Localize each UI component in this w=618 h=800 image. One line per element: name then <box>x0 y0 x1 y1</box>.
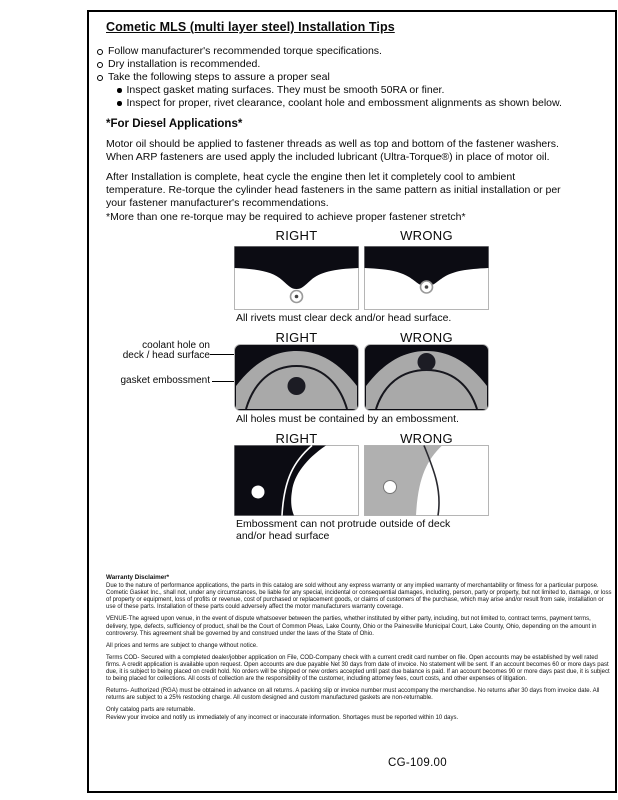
right-column-header: RIGHT <box>275 330 318 345</box>
tip-text: Inspect for proper, rivet clearance, coolant hole and embossment alignments as shown below. <box>126 97 562 109</box>
warranty-heading: Warranty Disclaimer* <box>106 574 170 581</box>
right-column-header: RIGHT <box>275 228 318 243</box>
warranty-paragraph: Review your invoice and notify us immediately of any incorrect or inaccurate information. Shortages must be reported within 10 days. <box>106 714 459 721</box>
tip-text: Dry installation is recommended. <box>108 58 261 70</box>
hollow-bullet-icon <box>97 62 103 68</box>
tip-item <box>97 58 577 71</box>
warranty-paragraph: All prices and terms are subject to change without notice. <box>106 642 258 649</box>
right-column-header: RIGHT <box>275 431 318 446</box>
coolant-hole-right-diagram <box>234 344 359 411</box>
tip-text: Inspect gasket mating surfaces. They must be smooth 50RA or finer. <box>126 84 445 96</box>
diesel-paragraph-2: After Installation is complete, heat cycle the engine then let it completely cool to ambient temperature. Re-torque the cylinder head fasteners in the same pattern as initial installation or per your fastener manufacturer's recommendations. <box>106 171 561 210</box>
retorque-note: *More than one re-torque may be required to achieve proper fastener stretch* <box>106 211 466 223</box>
hollow-bullet-icon <box>97 75 103 81</box>
filled-bullet-icon <box>117 101 122 106</box>
installation-tips-list <box>97 45 577 110</box>
rivet-clearance-wrong-diagram <box>364 246 489 310</box>
coolant-hole-label: coolant hole on deck / head surface <box>122 340 210 361</box>
wrong-column-header: WRONG <box>400 228 453 243</box>
warranty-paragraph: Returns- Authorized (RGA) must be obtained in advance on all returns. A packing slip or invoice number must accompany the merchandise. No returns after 30 days from invoice date. All returns are subject to a 25% restocking charge. All custom designed and custom manufactured gaskets are non-returnable. <box>106 688 600 702</box>
tip-text: Take the following steps to assure a proper seal <box>108 71 330 83</box>
diesel-paragraph-1: Motor oil should be applied to fastener threads as well as top and bottom of the fastener washers. When ARP fasteners are used apply the included lubricant (Ultra-Torque®) in place of motor oil. <box>106 138 559 164</box>
coolant-hole-wrong-diagram <box>364 344 489 411</box>
coolant-caption: All holes must be contained by an embossment. <box>236 413 459 425</box>
rivet-caption: All rivets must clear deck and/or head surface. <box>236 312 452 324</box>
hollow-bullet-icon <box>97 49 103 55</box>
wrong-column-header: WRONG <box>400 330 453 345</box>
gasket-embossment-label: gasket embossment <box>120 375 210 386</box>
wrong-column-header: WRONG <box>400 431 453 446</box>
tip-item <box>97 45 577 58</box>
warranty-paragraph: Only catalog parts are returnable. <box>106 707 196 714</box>
warranty-paragraph: Terms COD- Secured with a completed dealer/jobber application on File, COD-Company check with a current credit card number on file. Open accounts may be established by well rated firms. A credit application is available upon request. Open accounts are due payable Net 30 days from date of invoice. No statement will be sent. If an account becomes 60 or more days past due, it is subject to being placed on credit hold. No orders will be shipped or new orders accepted until past due balance is paid. If an account becomes 90 or more days past due, it is subject to being placed for collections. All costs of collection are the responsibility of the customer, including attorney fees, court costs, and other expenses of litigation. <box>106 654 610 683</box>
tip-text: Follow manufacturer's recommended torque specifications. <box>108 45 382 57</box>
warranty-disclaimer-section <box>106 574 612 727</box>
page-title: Cometic MLS (multi layer steel) Installation Tips <box>106 20 395 34</box>
embossment-wrong-diagram <box>364 445 489 516</box>
tip-item <box>97 71 577 84</box>
filled-bullet-icon <box>117 88 122 93</box>
warranty-paragraph: VENUE-The agreed upon venue, in the event of dispute whatsoever between the parties, whether instituted by either party, including, but not limited to, contract terms, payment terms, delivery, type, defects, sufficiency of product, shall be the Court of Common Pleas, Lake County, Ohio or the Painesville Municipal Court, Lake County, Ohio, depending on the amount in controversy. This agreement shall be governed by and construed under the laws of the State of Ohio. <box>106 616 597 637</box>
diesel-applications-heading: *For Diesel Applications* <box>106 118 243 130</box>
catalog-page-code: CG-109.00 <box>388 757 447 769</box>
rivet-clearance-right-diagram <box>234 246 359 310</box>
tip-subitem <box>97 97 577 110</box>
embossment-right-diagram <box>234 445 359 516</box>
warranty-paragraph: Due to the nature of performance applications, the parts in this catalog are sold without any express warranty or any implied warranty of merchantability or fitness for a particular purpose. Cometic Gasket Inc., shall not, under any circumstances, be liable for any special, incidental or consequential damages, including, person, party or property, but not limited to, damage, or loss of property or equipment, loss of profits or revenue, cost of purchased or replacement goods, or claims of customers of the purchase, which may arise and/or result from sale, installation or use of these parts. Installation of these parts could adversely affect the motor manufacturers warranty coverage. <box>106 583 612 611</box>
tip-subitem <box>97 84 577 97</box>
embossment-caption: Embossment can not protrude outside of deck and/or head surface <box>236 518 451 542</box>
